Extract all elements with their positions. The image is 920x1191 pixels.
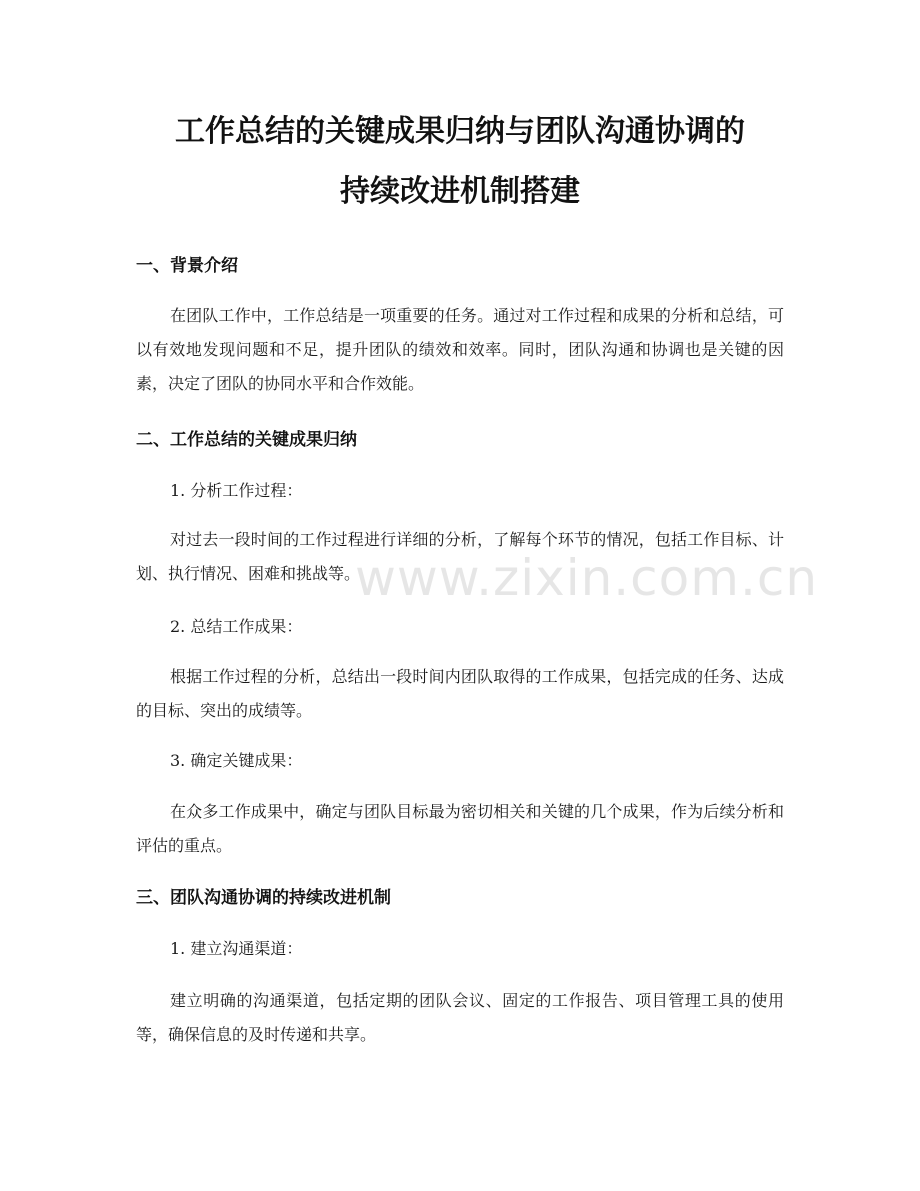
list-item-label-key-results: 3. 确定关键成果：	[170, 751, 303, 770]
list-item-label-analyze-process: 1. 分析工作过程：	[170, 481, 303, 500]
list-item-label-communication-channels: 1. 建立沟通渠道：	[170, 939, 303, 958]
list-item-label-summarize-results: 2. 总结工作成果：	[170, 617, 303, 636]
document-title-line-1: 工作总结的关键成果归纳与团队沟通协调的	[175, 114, 745, 149]
section-heading-background: 一、背景介绍	[136, 256, 238, 276]
document-title-line-2: 持续改进机制搭建	[340, 174, 580, 209]
paragraph-analyze-process: 对过去一段时间的工作过程进行详细的分析，了解每个环节的情况，包括工作目标、计划、执行情况、困难和挑战等。	[136, 530, 784, 583]
paragraph-key-results: 在众多工作成果中，确定与团队目标最为密切相关和关键的几个成果，作为后续分析和评估的重点。	[136, 802, 784, 855]
section-heading-communication: 三、团队沟通协调的持续改进机制	[136, 888, 391, 908]
section-heading-key-results: 二、工作总结的关键成果归纳	[136, 430, 357, 450]
paragraph-background: 在团队工作中，工作总结是一项重要的任务。通过对工作过程和成果的分析和总结，可以有效地发现问题和不足，提升团队的绩效和效率。同时，团队沟通和协调也是关键的因素，决定了团队的协同水平和合作效能。	[136, 306, 784, 393]
watermark: www.zixin.com.cn	[355, 549, 819, 607]
paragraph-summarize-results: 根据工作过程的分析，总结出一段时间内团队取得的工作成果，包括完成的任务、达成的目标、突出的成绩等。	[136, 667, 784, 720]
paragraph-communication-channels: 建立明确的沟通渠道，包括定期的团队会议、固定的工作报告、项目管理工具的使用等，确保信息的及时传递和共享。	[136, 991, 784, 1044]
